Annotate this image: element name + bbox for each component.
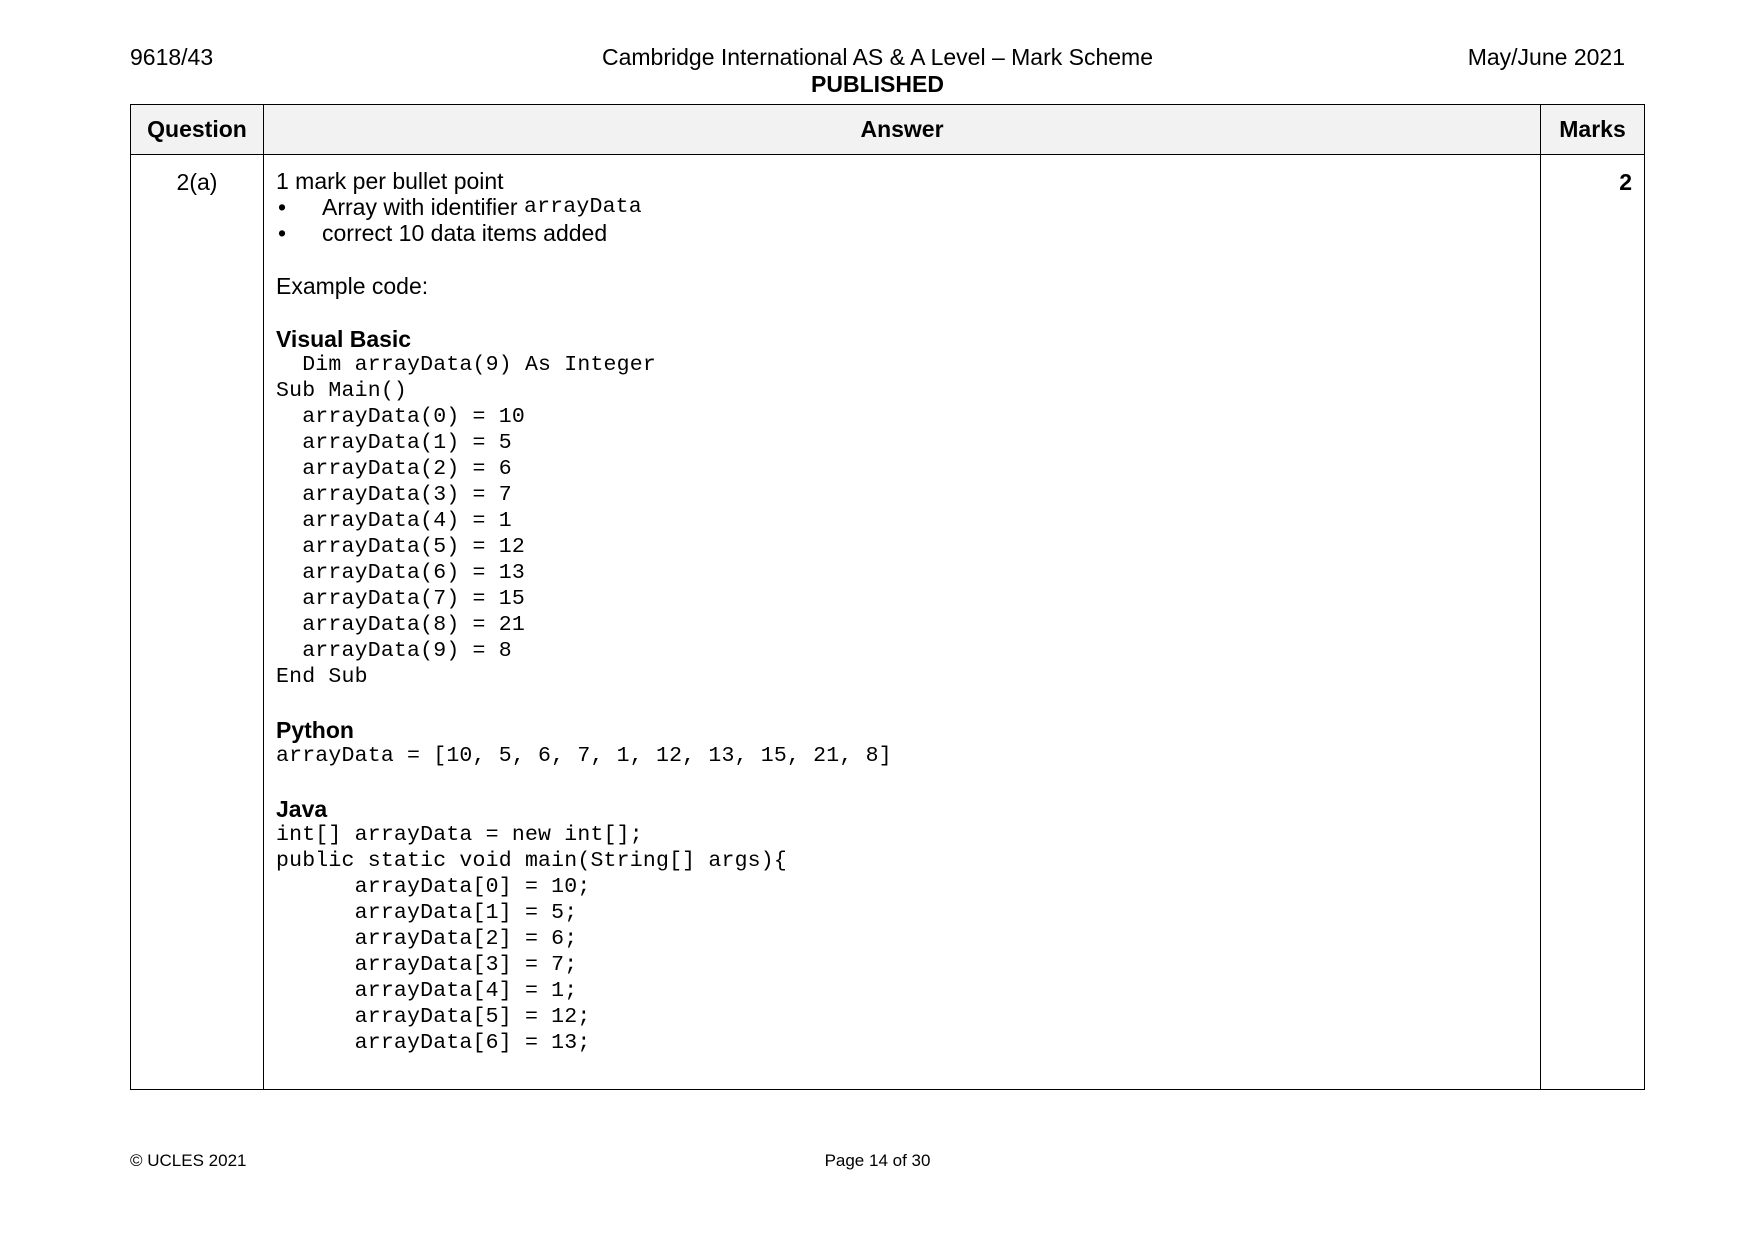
code-line: public static void main(String[] args){ [276, 849, 787, 873]
code-line: arrayData(7) = 15 [276, 587, 525, 611]
code-line: Sub Main() [276, 379, 408, 403]
mark-scheme-table [130, 104, 1645, 1090]
python-heading: Python [276, 717, 354, 743]
bullet-text: correct 10 data items added [322, 220, 608, 246]
bullet-list [276, 194, 1528, 246]
code-line: arrayData[3] = 7; [276, 953, 578, 977]
answer-cell [264, 155, 1541, 1090]
copyright: © UCLES 2021 [130, 1151, 247, 1170]
code-line: arrayData(2) = 6 [276, 457, 512, 481]
document-title: Cambridge International AS & A Level – Mark Scheme [601, 44, 1154, 70]
bullet-icon: • [278, 194, 287, 220]
vb-heading: Visual Basic [276, 326, 412, 352]
code-line: arrayData(4) = 1 [276, 509, 512, 533]
bullet-item [276, 220, 1528, 246]
column-header-question: Question [131, 105, 264, 155]
exam-session: May/June 2021 [1467, 44, 1625, 70]
paper-code: 9618/43 [130, 44, 214, 70]
table-header-row [131, 105, 1645, 155]
code-line: arrayData(9) = 8 [276, 639, 512, 663]
bullet-icon: • [278, 220, 287, 246]
java-heading: Java [276, 796, 328, 822]
question-number: 2(a) [131, 155, 264, 1090]
page-number: Page 14 of 30 [824, 1151, 931, 1170]
code-line: arrayData[4] = 1; [276, 979, 578, 1003]
code-line: arrayData(1) = 5 [276, 431, 512, 455]
column-header-marks: Marks [1541, 105, 1645, 155]
bullet-code: arrayData [523, 195, 642, 219]
code-line: arrayData[2] = 6; [276, 927, 578, 951]
code-line: arrayData(3) = 7 [276, 483, 512, 507]
marking-instruction: 1 mark per bullet point [276, 168, 504, 194]
bullet-item [276, 194, 1528, 220]
published-label: PUBLISHED [811, 71, 944, 97]
bullet-text: Array with identifier [322, 194, 524, 220]
code-line: arrayData[0] = 10; [276, 875, 591, 899]
code-line: Dim arrayData(9) As Integer [276, 353, 656, 377]
code-line: arrayData(0) = 10 [276, 405, 525, 429]
code-line: arrayData(6) = 13 [276, 561, 525, 585]
code-line: arrayData[6] = 13; [276, 1031, 591, 1055]
code-line: arrayData(5) = 12 [276, 535, 525, 559]
python-code-block [276, 743, 1528, 769]
code-line: arrayData = [10, 5, 6, 7, 1, 12, 13, 15, 21, 8] [276, 744, 892, 768]
code-line: End Sub [276, 665, 368, 689]
code-line: arrayData[1] = 5; [276, 901, 578, 925]
example-code-label: Example code: [276, 273, 429, 299]
vb-code-block [276, 352, 1528, 690]
marks-value: 2 [1541, 155, 1645, 1090]
code-line: arrayData[5] = 12; [276, 1005, 591, 1029]
table-row [131, 155, 1645, 1090]
java-code-block [276, 822, 1528, 1056]
code-line: arrayData(8) = 21 [276, 613, 525, 637]
column-header-answer: Answer [264, 105, 1541, 155]
code-line: int[] arrayData = new int[]; [276, 823, 643, 847]
